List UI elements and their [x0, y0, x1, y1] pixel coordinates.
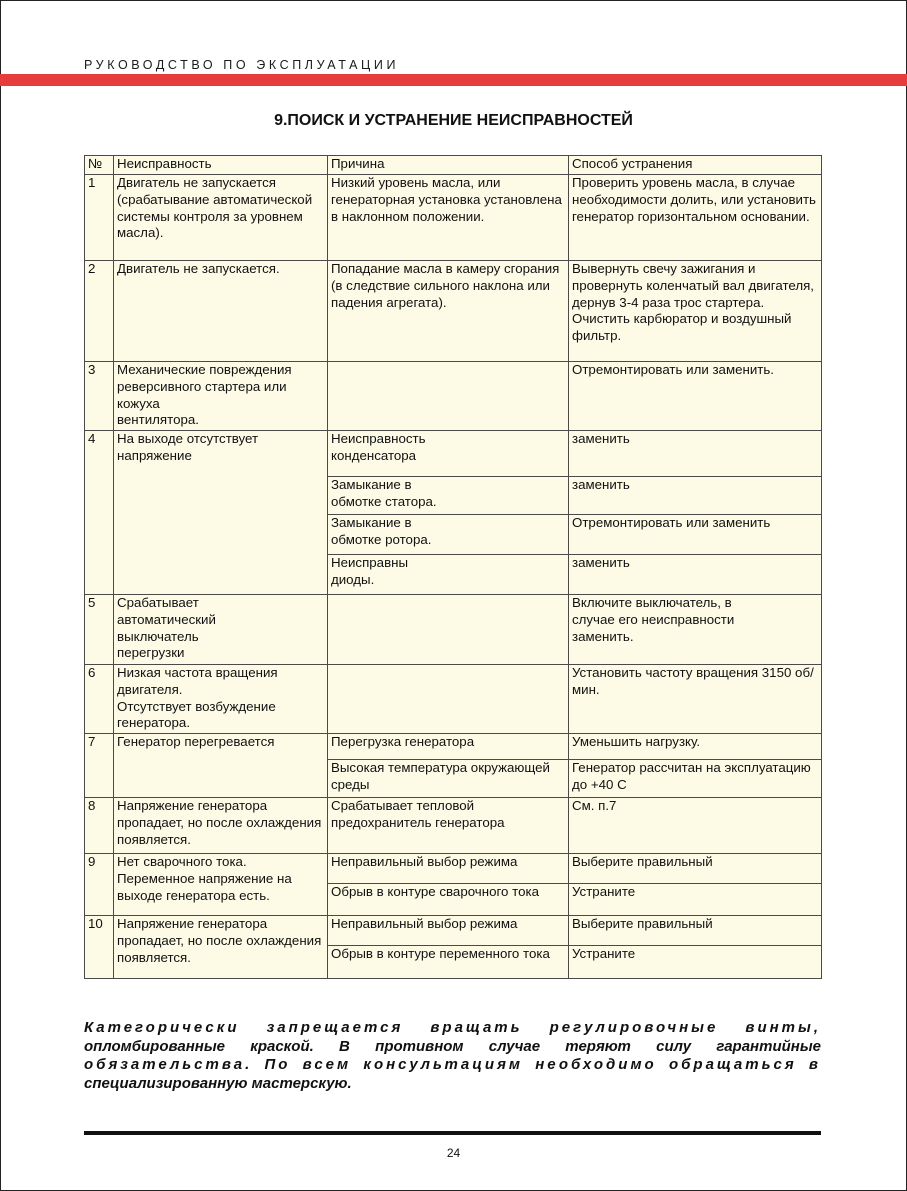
remedy-cell: Выберите правильный — [569, 916, 822, 946]
remedy-cell: Устраните — [569, 946, 822, 979]
row-number: 6 — [85, 665, 114, 734]
row-number: 3 — [85, 362, 114, 431]
cause-cell: Попадание масла в камеру сгорания (в следствие сильного наклона или падения агрегата). — [328, 261, 569, 362]
warranty-warning — [84, 1019, 821, 1093]
cause-cell: Высокая температура окружающей среды — [328, 760, 569, 798]
warning-line-3: обязательства. По всем консультациям необходимо обращаться в — [84, 1056, 821, 1073]
remedy-cell: заменить — [569, 477, 822, 515]
table-row — [85, 916, 822, 946]
cause-cell: Неправильный выбор режима — [328, 854, 569, 884]
remedy-cell: См. п.7 — [569, 798, 822, 854]
column-header-cause: Причина — [328, 156, 569, 175]
cause-cell: Срабатывает тепловой предохранитель генератора — [328, 798, 569, 854]
remedy-cell: Выберите правильный — [569, 854, 822, 884]
remedy-cell: Установить частоту вращения 3150 об/мин. — [569, 665, 822, 734]
table-header-row — [85, 156, 822, 175]
page-number: 24 — [446, 1146, 461, 1160]
warning-text-4: специализированную мастерскую. — [84, 1074, 352, 1092]
fault-cell: Напряжение генератора пропадает, но после охлаждения появляется. — [114, 916, 328, 979]
table-row — [85, 175, 822, 261]
fault-cell: Генератор перегревается — [114, 734, 328, 798]
remedy-cell: Включите выключатель, в случае его неисправности заменить. — [569, 595, 822, 665]
row-number: 9 — [85, 854, 114, 916]
section-title: 9.ПОИСК И УСТРАНЕНИЕ НЕИСПРАВНОСТЕЙ — [274, 112, 633, 129]
fault-cell: На выходе отсутствует напряжение — [114, 431, 328, 595]
fault-cell: Механические повреждения реверсивного стартера или кожуха вентилятора. — [114, 362, 328, 431]
running-header: РУКОВОДСТВО ПО ЭКСПЛУАТАЦИИ — [84, 58, 400, 72]
cause-cell — [328, 595, 569, 665]
table-row — [85, 261, 822, 362]
row-number: 7 — [85, 734, 114, 798]
fault-cell: Напряжение генератора пропадает, но после охлаждения появляется. — [114, 798, 328, 854]
column-header-remedy: Способ устранения — [569, 156, 822, 175]
cause-cell: Обрыв в контуре переменного тока — [328, 946, 569, 979]
warning-text-2: опломбированные краской. В противном случае теряют силу гарантийные — [84, 1037, 821, 1055]
footer-rule — [84, 1131, 821, 1135]
cause-cell: Перегрузка генератора — [328, 734, 569, 760]
cause-cell: Низкий уровень масла, или генераторная установка установлена в наклонном положении. — [328, 175, 569, 261]
fault-cell: Срабатывает автоматический выключатель перегрузки — [114, 595, 328, 665]
cause-cell — [328, 362, 569, 431]
remedy-cell: заменить — [569, 555, 822, 595]
remedy-cell: Устраните — [569, 884, 822, 916]
table-row — [85, 798, 822, 854]
cause-cell: Неисправны диоды. — [328, 555, 569, 595]
row-number: 10 — [85, 916, 114, 979]
remedy-cell: Уменьшить нагрузку. — [569, 734, 822, 760]
remedy-cell: Проверить уровень масла, в случае необходимости долить, или установить генератор горизонтальном основании. — [569, 175, 822, 261]
row-number: 5 — [85, 595, 114, 665]
table-row — [85, 595, 822, 665]
remedy-cell: Генератор рассчитан на эксплуатацию до +40 С — [569, 760, 822, 798]
row-number: 4 — [85, 431, 114, 595]
column-header-fault: Неисправность — [114, 156, 328, 175]
cause-cell: Замыкание в обмотке статора. — [328, 477, 569, 515]
table-row — [85, 362, 822, 431]
row-number: 1 — [85, 175, 114, 261]
table-row — [85, 854, 822, 884]
table-row — [85, 734, 822, 760]
row-number: 2 — [85, 261, 114, 362]
fault-cell: Двигатель не запускается. — [114, 261, 328, 362]
header-accent-band — [0, 74, 907, 86]
cause-cell: Замыкание в обмотке ротора. — [328, 515, 569, 555]
fault-cell: Нет сварочного тока. Переменное напряжение на выходе генератора есть. — [114, 854, 328, 916]
column-header-num: № — [85, 156, 114, 175]
table-row — [85, 431, 822, 477]
remedy-cell: заменить — [569, 431, 822, 477]
remedy-cell: Отремонтировать или заменить — [569, 515, 822, 555]
row-number: 8 — [85, 798, 114, 854]
cause-cell: Неисправность конденсатора — [328, 431, 569, 477]
cause-cell — [328, 665, 569, 734]
troubleshooting-table — [84, 155, 822, 979]
cause-cell: Неправильный выбор режима — [328, 916, 569, 946]
cause-cell: Обрыв в контуре сварочного тока — [328, 884, 569, 916]
table-row — [85, 665, 822, 734]
remedy-cell: Отремонтировать или заменить. — [569, 362, 822, 431]
fault-cell: Двигатель не запускается (срабатывание автоматической системы контроля за уровнем масла). — [114, 175, 328, 261]
warning-line-1: Категорически запрещается вращать регулировочные винты, — [84, 1019, 821, 1036]
remedy-cell: Вывернуть свечу зажигания и провернуть коленчатый вал двигателя, дернув 3-4 раза трос стартера. Очистить карбюратор и воздушный фильтр. — [569, 261, 822, 362]
fault-cell: Низкая частота вращения двигателя. Отсутствует возбуждение генератора. — [114, 665, 328, 734]
